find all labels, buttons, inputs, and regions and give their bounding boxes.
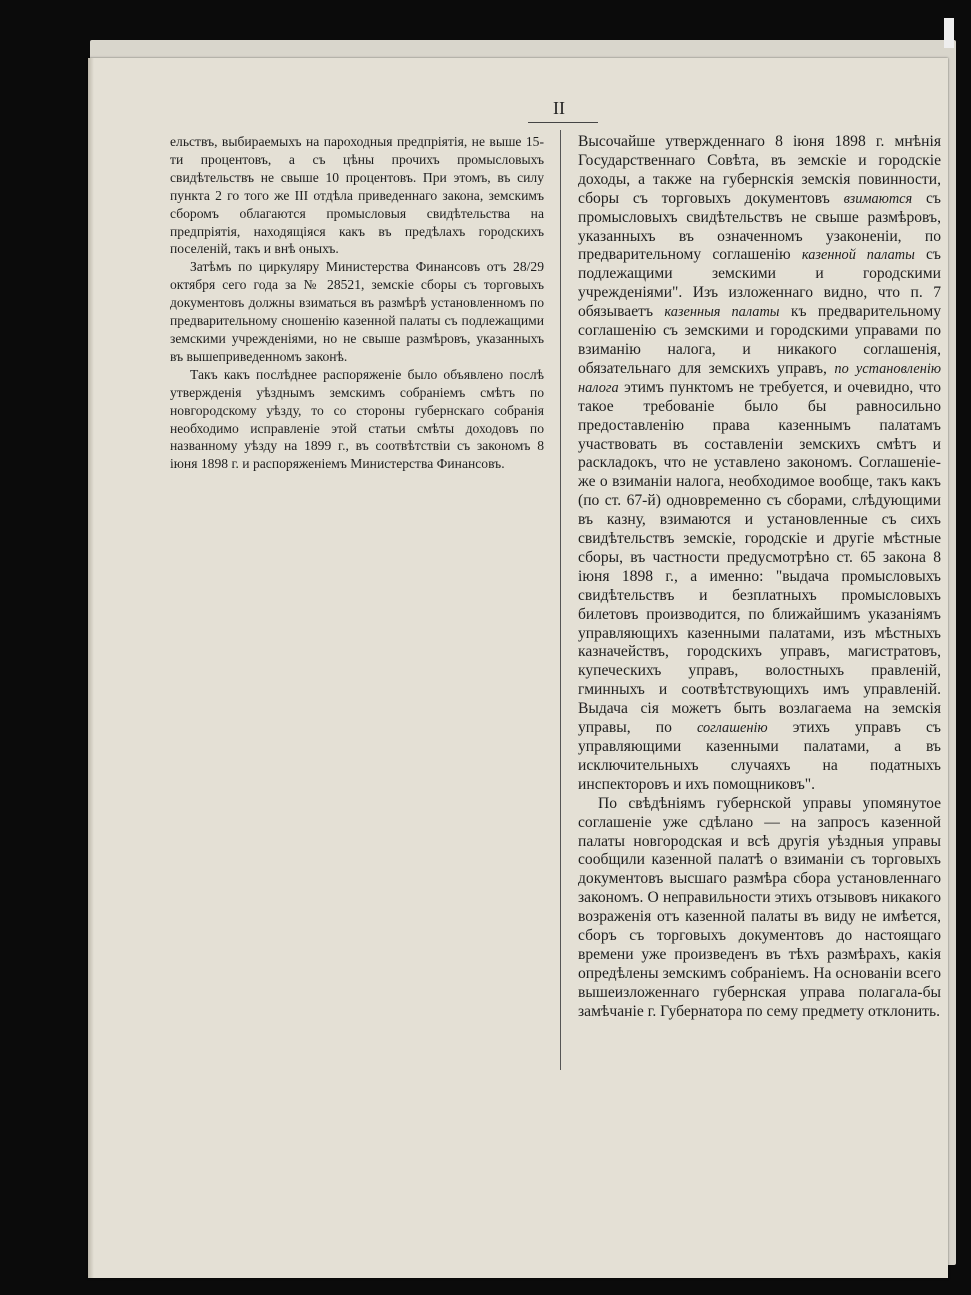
left-paragraph-3: Такъ какъ послѣднее распоряженіе было объявлено послѣ утвержденія уѣзднымъ земскимъ собраніемъ смѣтъ по новгородскому уѣзду, то со стороны губернскаго собранія необходимо исправленіе этой статьи смѣты доходовъ по названному уѣзду на 1899 г., въ соотвѣтствіи съ закономъ 8 іюня 1898 г. и распоряженіемъ Министерства Финансовъ. <box>170 366 544 472</box>
right-paragraph-2: По свѣдѣніямъ губернской управы упомянутое соглашеніе уже сдѣлано — на запросъ казенной палаты новгородская и всѣ другія уѣздныя управы сообщили казенной палатѣ о взиманіи съ торговыхъ документовъ высшаго размѣра сбора установленнаго закономъ. О неправильности этихъ отзывовъ никакого возраженія отъ казенной палаты въ виду не имѣется, сборъ съ торговыхъ документовъ до настоящаго времени уже произведенъ въ тѣхъ размѣрахъ, какія опредѣлены земскимъ собраніемъ. На основаніи всего вышеизложеннаго губернская управа полагала-бы замѣчаніе г. Губернатора по сему предмету отклонить. <box>578 794 941 1020</box>
right-column <box>578 133 941 1022</box>
right-paragraph-1 <box>578 133 941 795</box>
italic-run: соглашенію <box>697 720 768 737</box>
text-run: этихъ управъ съ управляющими казенными палатами, а въ исключительныхъ случаяхъ на податныхъ инспекторовъ и ихъ помощниковъ". <box>578 719 941 793</box>
italic-run: взимаются <box>843 190 913 207</box>
page-edge-shadow <box>88 58 94 1278</box>
italic-run: казенныя палаты <box>664 304 780 321</box>
paper-tab <box>944 18 954 48</box>
text-run: съ промысловыхъ свидѣтельствъ не свыше размѣровъ, указанныхъ въ означенномъ узаконеніи, по предварительному соглашенію <box>578 189 941 264</box>
text-run: этимъ пунктомъ не требуется, и очевидно, что такое требованіе было бы равносильно предоставленію права казеннымъ палатамъ участвовать въ составленіи земскихъ смѣтъ и раскладокъ, что не уставлено закономъ. Соглашеніе-же о взиманіи налога, необходимое вообще, такъ какъ (по ст. 67-й) одновременно съ сборами, слѣдующими въ казну, взимаются и установленные съ сихъ свидѣтельствъ земскіе, городскіе и другіе мѣстные сборы, въ частности предусмотрѣно ст. 65 закона 8 іюня 1898 г., а именно: "выдача промысловыхъ свидѣтельствъ и безплатныхъ промысловыхъ билетовъ производится, по ближайшимъ указаніямъ управляющихъ казенными палатами, изъ мѣстныхъ казначействъ, городскихъ управъ, магистратовъ, купеческихъ управъ, волостныхъ правленій, гминныхъ и соотвѣтствующихъ имъ управленій. Выдача сія можетъ быть возлагаема на земскія управы, по <box>578 378 941 737</box>
text-run: къ предварительному соглашенію съ земскими и городскими управами по взиманію налога, и никакого соглашенія, обязательнаго для земскихъ управъ, <box>578 303 941 377</box>
text-run: съ подлежащими земскими и городскими учрежденіями". Изъ изложеннаго видно, что п. 7 обязываетъ <box>578 246 941 321</box>
left-paragraph-1: ельствъ, выбираемыхъ на пароходныя предпріятія, не выше 15-ти процентовъ, а съ цѣны прочихъ промысловыхъ свидѣтельствъ не свыше 10 процентовъ. При этомъ, въ силу пункта 2 го того же III отдѣла приведеннаго закона, земскимъ сборомъ облагаются промысловыя свидѣтельства на предпріятія, находящіяся какъ въ предѣлахъ городскихъ поселеній, такъ и внѣ оныхъ. <box>170 134 544 257</box>
left-column <box>170 133 544 473</box>
text-run: Высочайше утвержденнаго 8 іюня 1898 г. мнѣнія Государственнаго Совѣта, въ земскіе и городскіе доходы, а также на губернскія земскія повинности, сборы съ торговыхъ документовъ <box>578 133 941 207</box>
italic-run: казенной палаты <box>801 247 915 264</box>
italic-run: по установленію налога <box>578 360 942 396</box>
column-divider <box>560 130 561 1070</box>
page-number: II <box>553 98 565 118</box>
header-rule <box>528 122 598 123</box>
left-paragraph-2: Затѣмъ по циркуляру Министерства Финансовъ отъ 28/29 октября сего года за № 28521, земскіе сборы съ торговыхъ документовъ должны взиматься въ размѣрѣ установленномъ по предварительному сношенію казенной палаты съ подлежащими земскими учрежденіями, но не свыше размѣровъ, указанныхъ въ вышеприведенномъ законѣ. <box>170 259 544 364</box>
